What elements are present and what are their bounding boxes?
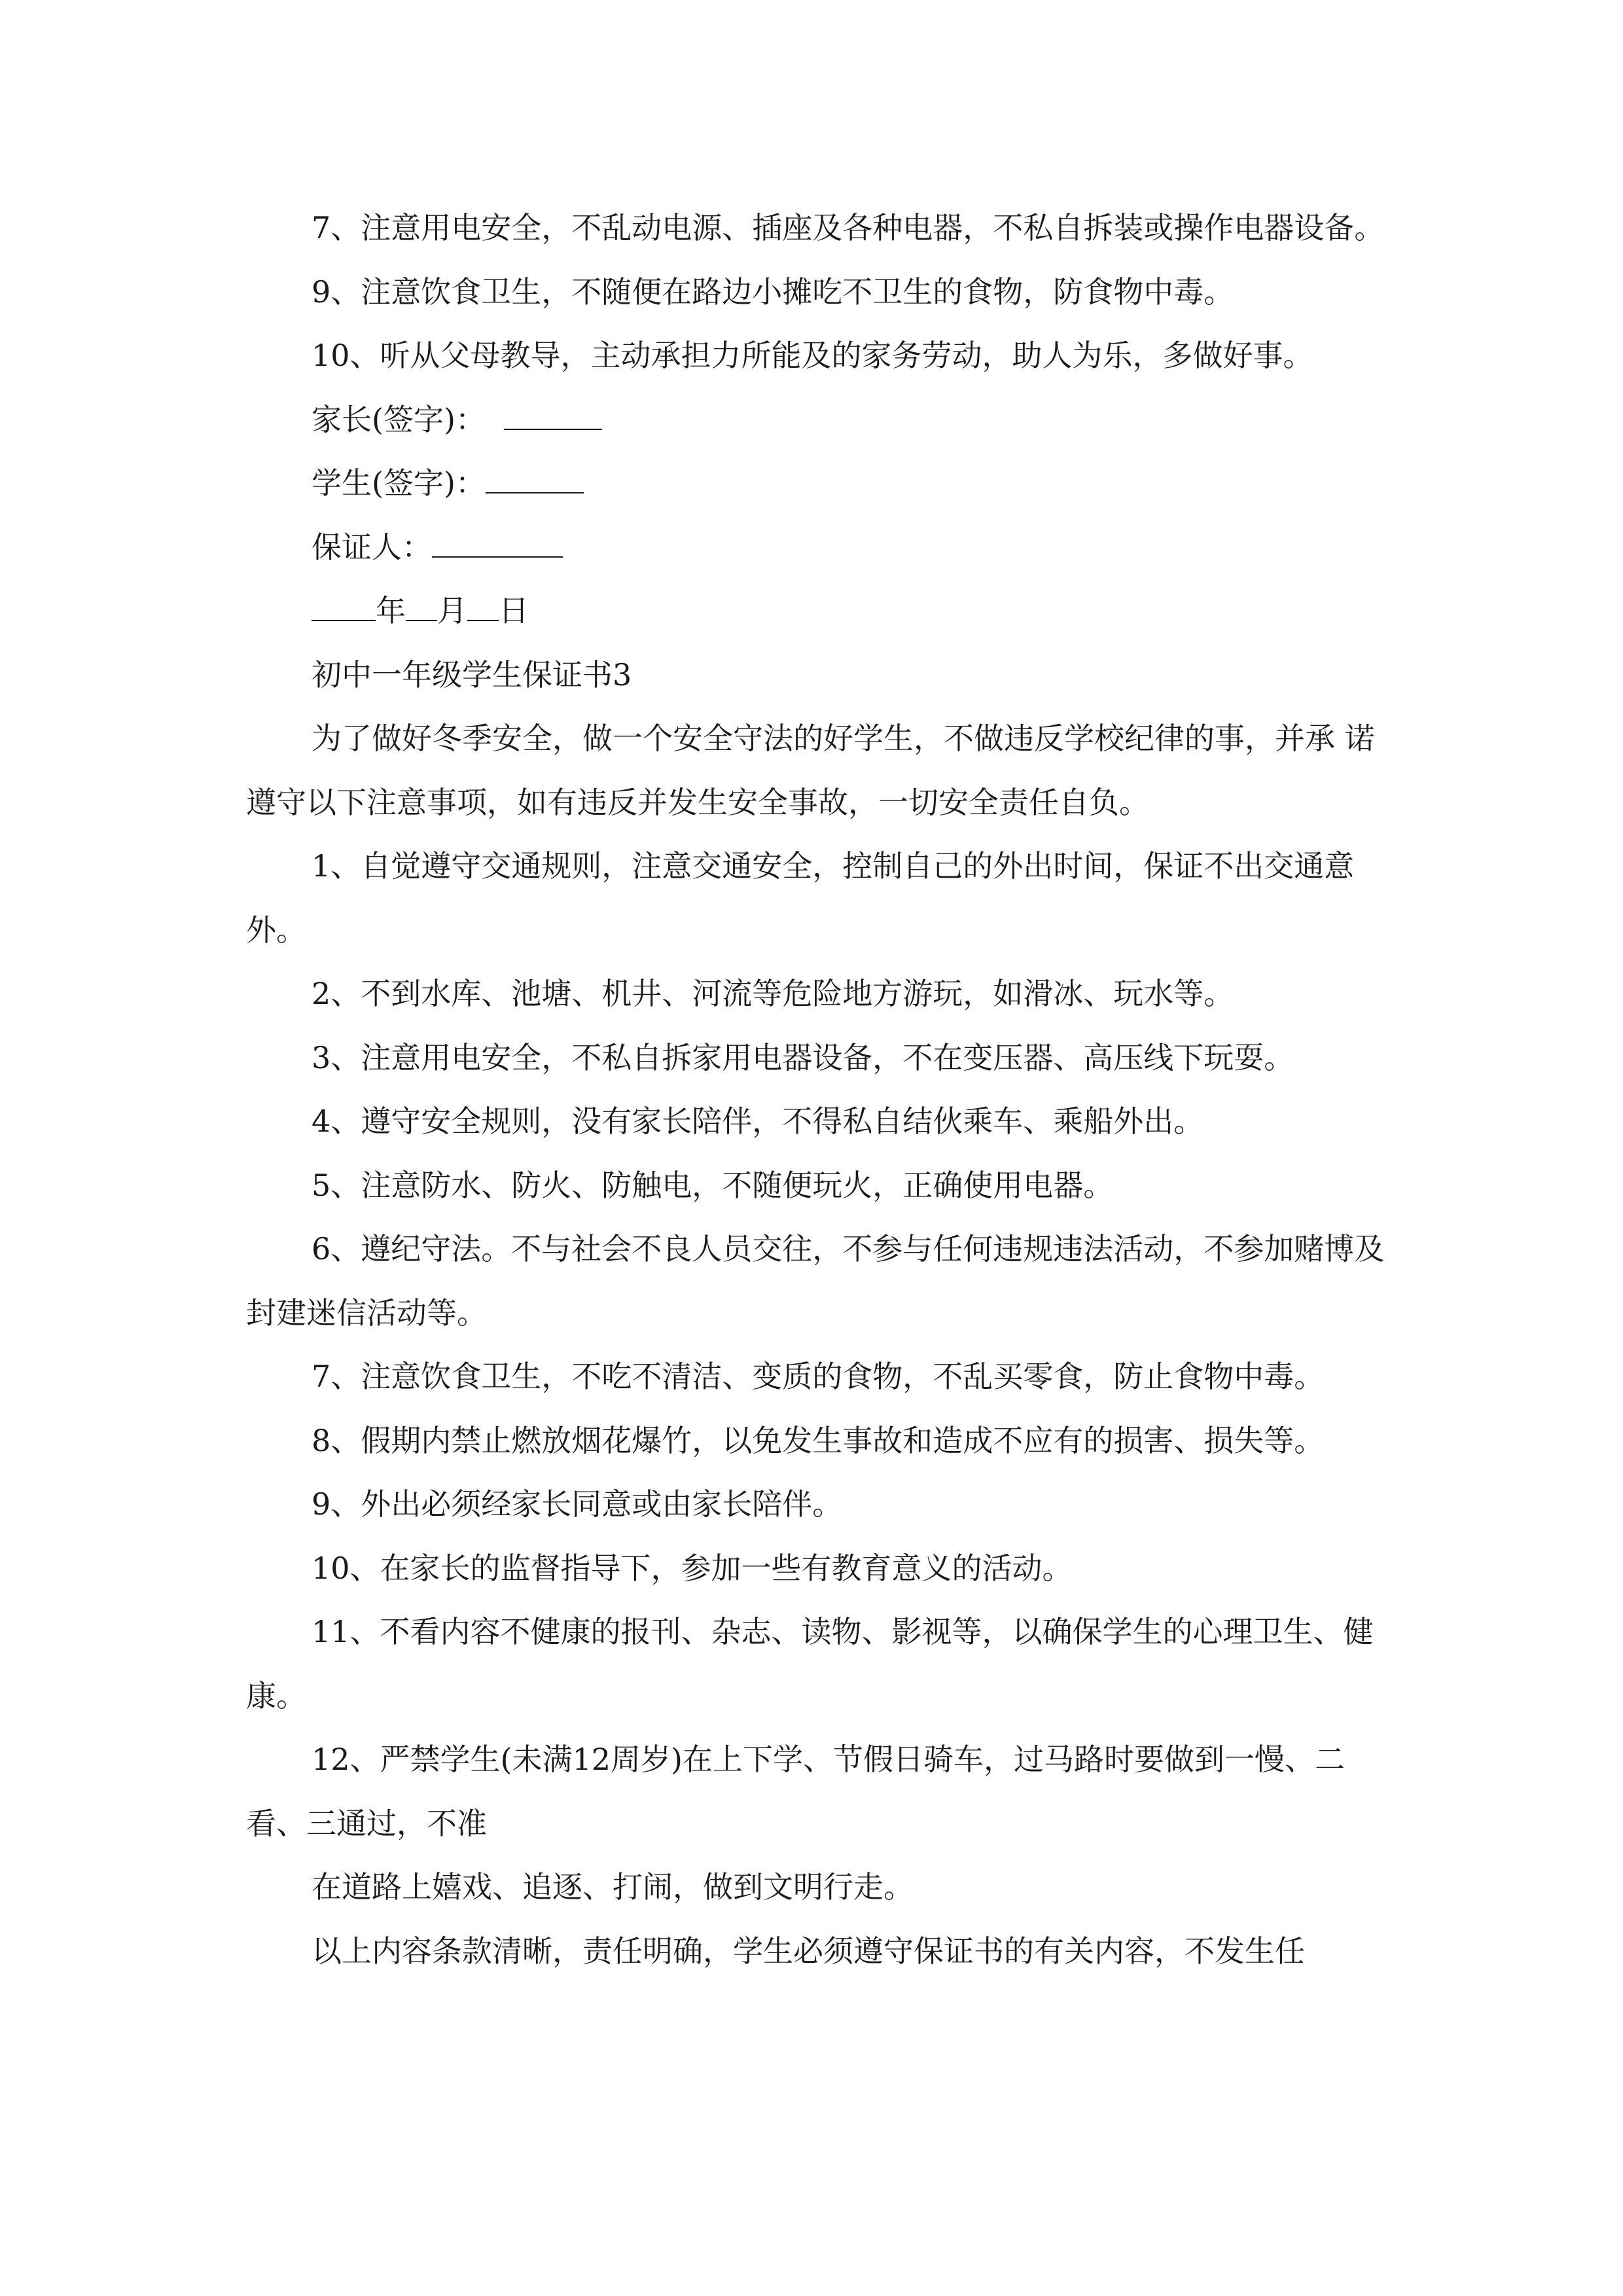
rule-item-6: 6、遵纪守法。不与社会不良人员交往，不参与任何违规违法活动，不参加赌博及封建迷信活动等。 (246, 1231, 1385, 1331)
parent-signature-label: 家长(签字)： (312, 401, 486, 437)
section-3-intro: 为了做好冬季安全，做一个安全守法的好学生，不做违反学校纪律的事，并承 诺遵守以下注意事项，如有违反并发生安全事故，一切安全责任自负。 (246, 721, 1375, 820)
student-signature-label: 学生(签字)： (312, 465, 486, 501)
rule-item-10: 10、在家长的监督指导下，参加一些有教育意义的活动。 (312, 1550, 1073, 1586)
student-signature-line (246, 452, 1404, 516)
closing-paragraph: 以上内容条款清晰，责任明确，学生必须遵守保证书的有关内容，不发生任 (312, 1933, 1305, 1969)
rule-item-11: 11、不看内容不健康的报刊、杂志、读物、影视等，以确保学生的心理卫生、健康。 (246, 1614, 1374, 1713)
parent-signature-line (246, 388, 1404, 452)
document-body (246, 196, 1404, 1983)
rule-item-9: 9、外出必须经家长同意或由家长陪伴。 (312, 1486, 843, 1522)
item-7-electricity: 7、注意用电安全，不乱动电源、插座及各种电器，不私自拆装或操作电器设备。 (312, 210, 1385, 245)
item-10-obey-parents: 10、听从父母教导，主动承担力所能及的家务劳动，助人为乐，多做好事。 (312, 338, 1313, 373)
rule-item-12: 12、严禁学生(未满12周岁)在上下学、节假日骑车，过马路时要做到一慢、二看、三通过，不准 (246, 1742, 1345, 1841)
rule-item-8: 8、假期内禁止燃放烟花爆竹，以免发生事故和造成不应有的损害、损失等。 (312, 1422, 1325, 1458)
rule-item-2: 2、不到水库、池塘、机井、河流等危险地方游玩，如滑冰、玩水等。 (312, 976, 1234, 1011)
month-blank (406, 600, 437, 621)
rule-item-1: 1、自觉遵守交通规则，注意交通安全，控制自己的外出时间，保证不出交通意外。 (246, 848, 1355, 948)
day-blank (467, 600, 499, 621)
rule-item-5: 5、注意防水、防火、防触电，不随便玩火，正确使用电器。 (312, 1167, 1114, 1203)
month-label: 月 (437, 593, 467, 628)
rule-item-4: 4、遵守安全规则，没有家长陪伴，不得私自结伙乘车、乘船外出。 (312, 1103, 1204, 1139)
guarantor-signature-line (246, 516, 1404, 580)
year-blank (312, 600, 376, 621)
guarantor-blank (432, 537, 563, 558)
student-signature-blank (486, 473, 584, 493)
item-9-food-hygiene: 9、注意饮食卫生，不随便在路边小摊吃不卫生的食物，防食物中毒。 (312, 274, 1234, 310)
rule-item-12-continuation: 在道路上嬉戏、追逐、打闹，做到文明行走。 (312, 1869, 914, 1905)
section-3-title: 初中一年级学生保证书3 (312, 656, 632, 692)
date-line (246, 579, 1404, 643)
rule-item-3: 3、注意用电安全，不私自拆家用电器设备，不在变压器、高压线下玩耍。 (312, 1039, 1294, 1075)
year-label: 年 (376, 593, 406, 628)
rule-item-7: 7、注意饮食卫生，不吃不清洁、变质的食物，不乱买零食，防止食物中毒。 (312, 1359, 1325, 1394)
guarantor-label: 保证人： (312, 529, 432, 565)
parent-signature-blank (504, 409, 602, 430)
day-label: 日 (499, 593, 529, 628)
